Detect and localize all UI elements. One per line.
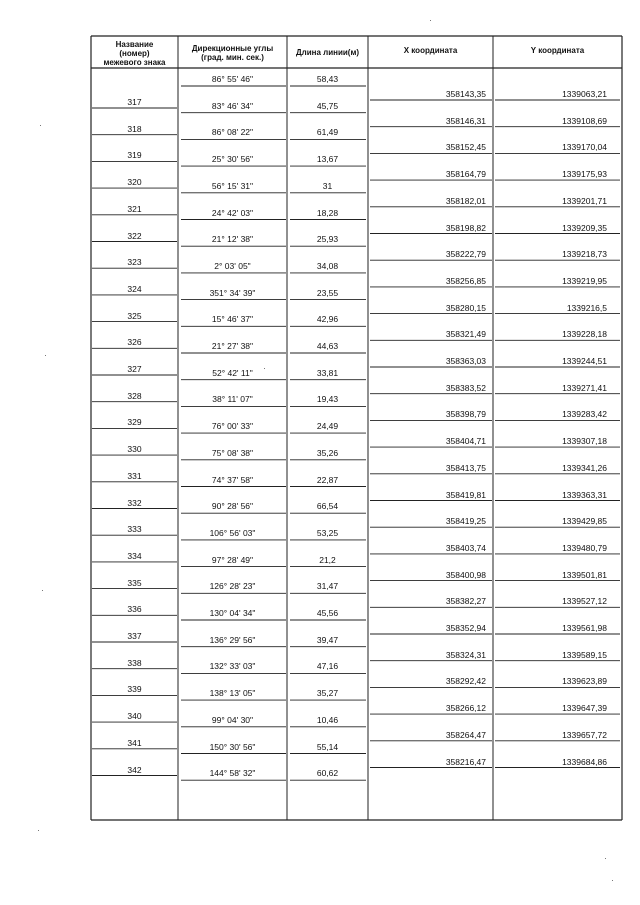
point-name: 328 bbox=[127, 390, 142, 401]
segment-length: 13,67 bbox=[316, 154, 339, 165]
segment-angle: 24° 42' 03" bbox=[211, 207, 254, 218]
point-x: 358264,47 bbox=[445, 729, 486, 740]
point-x: 358266,12 bbox=[445, 703, 486, 714]
point-x: 358152,45 bbox=[445, 142, 486, 153]
point-x: 358280,15 bbox=[445, 302, 486, 313]
point-name: 332 bbox=[127, 497, 142, 508]
segment-angle: 132° 33' 03" bbox=[209, 661, 256, 672]
segment-length: 24,49 bbox=[316, 421, 339, 432]
point-x: 358164,79 bbox=[445, 169, 486, 180]
point-x: 358352,94 bbox=[445, 623, 486, 633]
segment-angle: 74° 37' 58" bbox=[211, 474, 254, 485]
segment-length: 31,47 bbox=[316, 581, 339, 592]
point-y: 1339657,72 bbox=[562, 729, 607, 740]
segment-angle: 52° 42' 11" bbox=[212, 367, 253, 378]
scan-speck bbox=[45, 355, 46, 356]
segment-angle: 2° 03' 05" bbox=[214, 260, 251, 271]
point-name: 317 bbox=[127, 97, 142, 107]
segment-angle: 144° 58' 32" bbox=[209, 768, 256, 779]
scan-speck bbox=[38, 830, 39, 831]
point-y: 1339527,12 bbox=[562, 596, 607, 607]
point-y: 1339589,15 bbox=[562, 649, 607, 660]
segment-length: 47,16 bbox=[316, 661, 339, 672]
point-name: 342 bbox=[127, 764, 142, 775]
point-x: 358198,82 bbox=[445, 222, 486, 233]
point-x: 358321,49 bbox=[445, 329, 486, 340]
segment-length: 34,08 bbox=[316, 260, 339, 271]
segment-length: 35,26 bbox=[316, 447, 339, 458]
point-name: 333 bbox=[127, 524, 142, 535]
segment-angle: 38° 11' 07" bbox=[212, 394, 253, 405]
point-y: 1339283,42 bbox=[562, 409, 607, 420]
segment-angle: 99° 04' 30" bbox=[211, 714, 254, 725]
segment-angle: 25° 30' 56" bbox=[211, 154, 254, 165]
point-x: 358400,98 bbox=[445, 569, 486, 580]
point-x: 358222,79 bbox=[445, 249, 486, 260]
point-y: 1339561,98 bbox=[562, 623, 607, 633]
segment-length: 55,14 bbox=[316, 741, 339, 752]
segment-angle: 97° 28' 49" bbox=[211, 554, 254, 565]
point-x: 358404,71 bbox=[445, 436, 486, 447]
segment-length: 53,25 bbox=[316, 527, 339, 538]
point-name: 324 bbox=[127, 283, 142, 294]
point-name: 319 bbox=[127, 150, 142, 161]
segment-angle: 76° 00' 33" bbox=[211, 421, 254, 432]
point-name: 323 bbox=[127, 257, 142, 268]
point-name: 339 bbox=[127, 684, 142, 695]
segment-angle: 21° 27' 38" bbox=[211, 341, 254, 351]
point-name: 321 bbox=[127, 203, 142, 214]
segment-length: 31 bbox=[322, 180, 333, 191]
point-name: 331 bbox=[127, 470, 142, 481]
segment-angle: 90° 28' 56" bbox=[211, 501, 254, 512]
segment-angle: 75° 08' 38" bbox=[211, 447, 254, 458]
segment-length: 66,54 bbox=[316, 501, 339, 512]
point-y: 1339175,93 bbox=[562, 169, 607, 180]
scan-speck bbox=[605, 858, 606, 859]
point-y: 1339429,85 bbox=[562, 516, 607, 527]
scan-speck bbox=[612, 880, 613, 881]
header-name: Название (номер) межевого знака bbox=[103, 40, 166, 67]
point-y: 1339209,35 bbox=[562, 222, 607, 233]
segment-length: 60,62 bbox=[316, 768, 339, 779]
segment-length: 18,28 bbox=[316, 207, 339, 218]
point-y: 1339201,71 bbox=[562, 195, 607, 206]
point-y: 1339341,26 bbox=[562, 462, 607, 473]
point-x: 358292,42 bbox=[445, 676, 486, 687]
scan-speck bbox=[40, 125, 41, 126]
point-y: 1339307,18 bbox=[562, 436, 607, 447]
point-y: 1339623,89 bbox=[562, 676, 607, 687]
segment-length: 44,63 bbox=[316, 341, 339, 351]
segment-length: 42,96 bbox=[316, 314, 339, 325]
segment-angle: 83° 46' 34" bbox=[211, 100, 254, 111]
point-y: 1339271,41 bbox=[562, 382, 607, 393]
segment-length: 45,56 bbox=[316, 608, 339, 618]
point-y: 1339228,18 bbox=[562, 329, 607, 340]
point-x: 358146,31 bbox=[445, 115, 486, 126]
point-x: 358216,47 bbox=[445, 756, 486, 767]
point-x: 358403,74 bbox=[445, 542, 486, 553]
point-name: 335 bbox=[127, 577, 142, 588]
segment-length: 22,87 bbox=[316, 474, 339, 485]
point-name: 337 bbox=[127, 631, 142, 641]
segment-length: 23,55 bbox=[316, 287, 339, 298]
point-name: 327 bbox=[127, 364, 142, 374]
segment-length: 45,75 bbox=[316, 100, 339, 111]
segment-angle: 138° 13' 05" bbox=[209, 688, 256, 699]
segment-length: 39,47 bbox=[316, 634, 339, 645]
point-name: 329 bbox=[127, 417, 142, 428]
segment-length: 10,46 bbox=[316, 714, 339, 725]
segment-angle: 106° 56' 03" bbox=[209, 527, 256, 538]
point-x: 358413,75 bbox=[445, 462, 486, 473]
point-name: 336 bbox=[127, 604, 142, 615]
header-x: X координата bbox=[403, 46, 458, 55]
segment-angle: 15° 46' 37" bbox=[211, 314, 254, 325]
point-y: 1339501,81 bbox=[562, 569, 607, 580]
point-name: 340 bbox=[127, 711, 142, 722]
point-name: 325 bbox=[127, 310, 142, 321]
point-y: 1339108,69 bbox=[562, 115, 607, 126]
segment-length: 61,49 bbox=[316, 127, 339, 138]
point-y: 1339684,86 bbox=[562, 756, 607, 767]
segment-angle: 86° 08' 22" bbox=[211, 127, 254, 138]
scan-speck bbox=[264, 368, 265, 369]
point-name: 341 bbox=[127, 737, 142, 748]
point-y: 1339170,04 bbox=[562, 142, 607, 153]
point-name: 320 bbox=[127, 177, 142, 188]
segment-angle: 21° 12' 38" bbox=[211, 234, 254, 245]
segment-length: 25,93 bbox=[316, 234, 339, 245]
scan-speck bbox=[430, 20, 431, 21]
point-x: 358383,52 bbox=[445, 382, 486, 393]
segment-angle: 150° 30' 56" bbox=[209, 741, 256, 752]
segment-angle: 86° 55' 46" bbox=[211, 74, 254, 84]
point-name: 330 bbox=[127, 444, 142, 455]
segment-length: 35,27 bbox=[316, 688, 339, 699]
point-y: 1339244,51 bbox=[562, 356, 607, 366]
point-y: 1339363,31 bbox=[562, 489, 607, 500]
point-y: 1339216,5 bbox=[566, 302, 607, 313]
segment-length: 19,43 bbox=[316, 394, 339, 405]
segment-angle: 351° 34' 39" bbox=[209, 287, 256, 298]
point-y: 1339218,73 bbox=[562, 249, 607, 260]
point-x: 358419,25 bbox=[445, 516, 486, 527]
point-x: 358256,85 bbox=[445, 275, 486, 286]
point-y: 1339219,95 bbox=[562, 275, 607, 286]
point-x: 358182,01 bbox=[445, 195, 486, 206]
segment-angle: 130° 04' 34" bbox=[209, 608, 256, 618]
point-x: 358419,81 bbox=[445, 489, 486, 500]
point-x: 358363,03 bbox=[445, 356, 486, 366]
header-y: Y координата bbox=[530, 46, 585, 55]
point-name: 318 bbox=[127, 123, 142, 134]
point-x: 358398,79 bbox=[445, 409, 486, 420]
segment-angle: 136° 29' 56" bbox=[209, 634, 256, 645]
segment-angle: 56° 15' 31" bbox=[211, 180, 254, 191]
segment-length: 33,81 bbox=[316, 367, 339, 378]
point-x: 358324,31 bbox=[445, 649, 486, 660]
point-y: 1339647,39 bbox=[562, 703, 607, 714]
segment-length: 21,2 bbox=[319, 554, 336, 565]
segment-angle: 126° 28' 23" bbox=[209, 581, 256, 592]
point-x: 358382,27 bbox=[445, 596, 486, 607]
point-name: 326 bbox=[127, 337, 142, 348]
point-name: 334 bbox=[127, 550, 142, 561]
header-length: Длина линии(м) bbox=[295, 48, 360, 57]
header-angle: Дирекционные углы (град. мин. сек.) bbox=[191, 44, 274, 62]
point-x: 358143,35 bbox=[445, 89, 486, 99]
point-y: 1339480,79 bbox=[562, 542, 607, 553]
scan-speck bbox=[42, 590, 43, 591]
point-y: 1339063,21 bbox=[562, 89, 607, 99]
point-name: 338 bbox=[127, 657, 142, 668]
segment-length: 58,43 bbox=[316, 74, 339, 84]
point-name: 322 bbox=[127, 230, 142, 241]
